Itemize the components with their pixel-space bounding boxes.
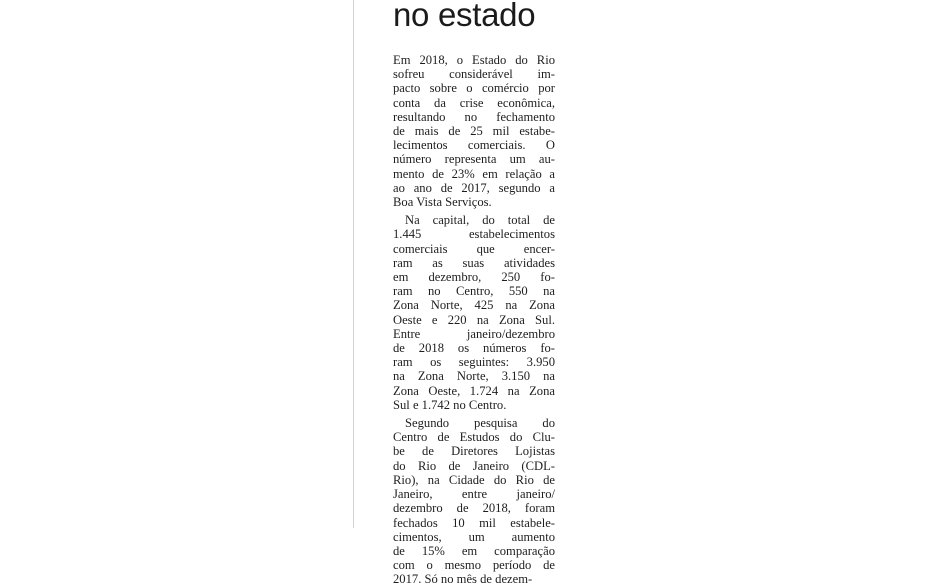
column-divider — [353, 0, 354, 528]
text-line: com o mesmo período de — [393, 558, 555, 573]
paragraph — [393, 213, 555, 412]
text-line: ram as suas atividades — [393, 255, 555, 270]
text-line: número representa um au- — [393, 152, 555, 167]
text-line: de 2018 os números fo- — [393, 341, 555, 356]
paragraph — [393, 416, 555, 586]
text-line: mento de 23% em relação a — [393, 166, 555, 181]
text-line: de 15% em comparação — [393, 543, 555, 558]
text-line: Zona Oeste, 1.724 na Zona — [393, 383, 555, 398]
text-line: Centro de Estudos do Clu- — [393, 430, 555, 445]
text-line: de mais de 25 mil estabe- — [393, 124, 555, 139]
text-line: 1.445 estabelecimentos — [393, 227, 555, 242]
text-line: ram no Centro, 550 na — [393, 284, 555, 299]
text-line: lecimentos comerciais. O — [393, 138, 555, 153]
text-line: be de Diretores Lojistas — [393, 444, 555, 459]
text-line: ao ano de 2017, segundo a — [393, 180, 555, 195]
text-line: dezembro de 2018, foram — [393, 501, 555, 516]
text-line: cimentos, um aumento — [393, 529, 555, 544]
text-line: conta da crise econômica, — [393, 95, 555, 110]
text-line: Segundo pesquisa do — [405, 416, 555, 431]
text-line: do Rio de Janeiro (CDL- — [393, 458, 555, 473]
text-line: Janeiro, entre janeiro/ — [393, 487, 555, 502]
text-line: Zona Norte, 425 na Zona — [393, 298, 555, 313]
text-line: resultando no fechamento — [393, 109, 555, 124]
text-line: Em 2018, o Estado do Rio — [393, 53, 555, 67]
text-line: em dezembro, 250 fo- — [393, 270, 555, 285]
text-line: Sul e 1.742 no Centro. — [393, 397, 507, 412]
text-line: Entre janeiro/dezembro — [393, 326, 555, 341]
text-line: na Zona Norte, 3.150 na — [393, 369, 555, 384]
text-line: ram os seguintes: 3.950 — [393, 355, 555, 370]
text-line: Boa Vista Serviços. — [393, 195, 492, 210]
text-line: sofreu considerável im- — [393, 67, 555, 82]
text-line: Rio), na Cidade do Rio de — [393, 472, 555, 487]
headline: no estado — [393, 0, 536, 33]
text-line: 2017. Só no mês de dezem- — [393, 572, 533, 587]
text-line: fechados 10 mil estabele- — [393, 515, 555, 530]
text-line: pacto sobre o comércio por — [393, 81, 555, 96]
article-body — [393, 53, 555, 587]
text-line: Oeste e 220 na Zona Sul. — [393, 312, 555, 327]
text-line: comerciais que encer- — [393, 241, 555, 256]
text-line: Na capital, do total de — [405, 213, 555, 228]
paragraph — [393, 53, 555, 209]
